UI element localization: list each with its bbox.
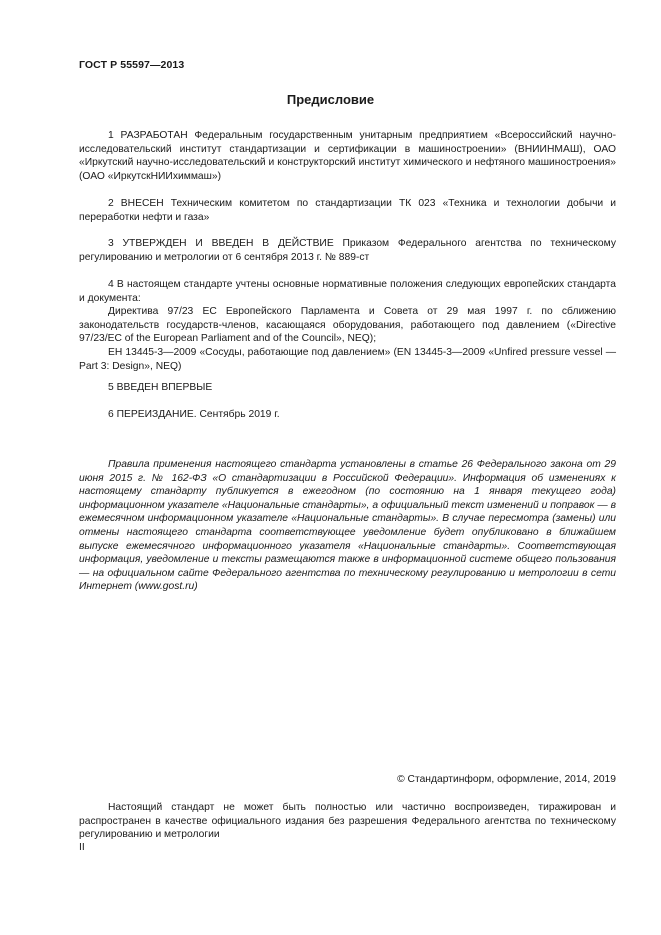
- foreword-item-4-intro: 4 В настоящем стандарте учтены основные нормативные положения следующих европейских стандарта и документа:: [79, 279, 616, 304]
- foreword-item-5: [79, 381, 616, 395]
- foreword-item-6: [79, 408, 616, 422]
- foreword-item-3: [79, 237, 616, 264]
- foreword-item-6-text: 6 ПЕРЕИЗДАНИЕ. Сентябрь 2019 г.: [108, 409, 280, 420]
- foreword-item-4-directive: Директива 97/23 ЕС Европейского Парламента и Совета от 29 мая 1997 г. по сближению законодательств государств-членов, касающаяся оборудования, работающего под давлением («Directive 97/23/EC of the European Parliament and of the Council», NEQ);: [79, 306, 616, 345]
- page-title: Предисловие: [286, 92, 375, 107]
- page-number: II: [79, 842, 85, 853]
- foreword-item-2-text: 2 ВНЕСЕН Техническим комитетом по стандартизации ТК 023 «Техника и технологии добычи и переработки нефти и газа»: [79, 198, 616, 223]
- application-rules-text: Правила применения настоящего стандарта установлены в статье 26 Федерального закона от 29 июня 2015 г. № 162-ФЗ «О стандартизации в Российской Федерации». Информация об изменениях к настоящему стандарту публикуется в ежегодном (по состоянию на 1 января текущего года) информационном указателе «Национальные стандарты», а официальный текст изменений и поправок — в ежемесячном информационном указателе «Национальные стандарты». В случае пересмотра (замены) или отмены настоящего стандарта соответствующее уведомление будет опубликовано в ближайшем выпуске ежемесячного информационного указателя «Национальные стандарты». Соответствующая информация, уведомление и тексты размещаются также в информационной системе общего пользования — на официальном сайте Федерального агентства по техническому регулированию и метрологии в сети Интернет (www.gost.ru): [79, 459, 616, 593]
- foreword-item-1-text: 1 РАЗРАБОТАН Федеральным государственным унитарным предприятием «Всероссийский научно-исследовательский институт стандартизации и сертификации в машиностроении» (ВНИИНМАШ), ОАО «Иркутский научно-исследовательский и конструкторский институт химического и нефтяного машиностроения» (ОАО «ИркутскНИИхиммаш»): [79, 130, 616, 182]
- foreword-item-3-text: 3 УТВЕРЖДЕН И ВВЕДЕН В ДЕЙСТВИЕ Приказом Федерального агентства по техническому регулированию и метрологии от 6 сентября 2013 г. № 889-ст: [79, 238, 616, 263]
- foreword-item-5-text: 5 ВВЕДЕН ВПЕРВЫЕ: [108, 382, 213, 393]
- application-rules-notice: [79, 458, 616, 594]
- reproduction-notice: [79, 801, 616, 842]
- foreword-item-4-standard: ЕН 13445-3—2009 «Сосуды, работающие под давлением» (EN 13445-3—2009 «Unfired pressure vessel — Part 3: Design», NEQ): [79, 346, 616, 372]
- foreword-item-4: [79, 278, 616, 373]
- copyright-line: © Стандартинформ, оформление, 2014, 2019: [397, 774, 616, 785]
- reproduction-text: Настоящий стандарт не может быть полностью или частично воспроизведен, тиражирован и распространен в качестве официального издания без разрешения Федерального агентства по техническому регулированию и метрологии: [79, 802, 616, 841]
- foreword-item-1: [79, 129, 616, 183]
- foreword-item-2: [79, 197, 616, 224]
- standard-code: ГОСТ Р 55597—2013: [79, 59, 185, 71]
